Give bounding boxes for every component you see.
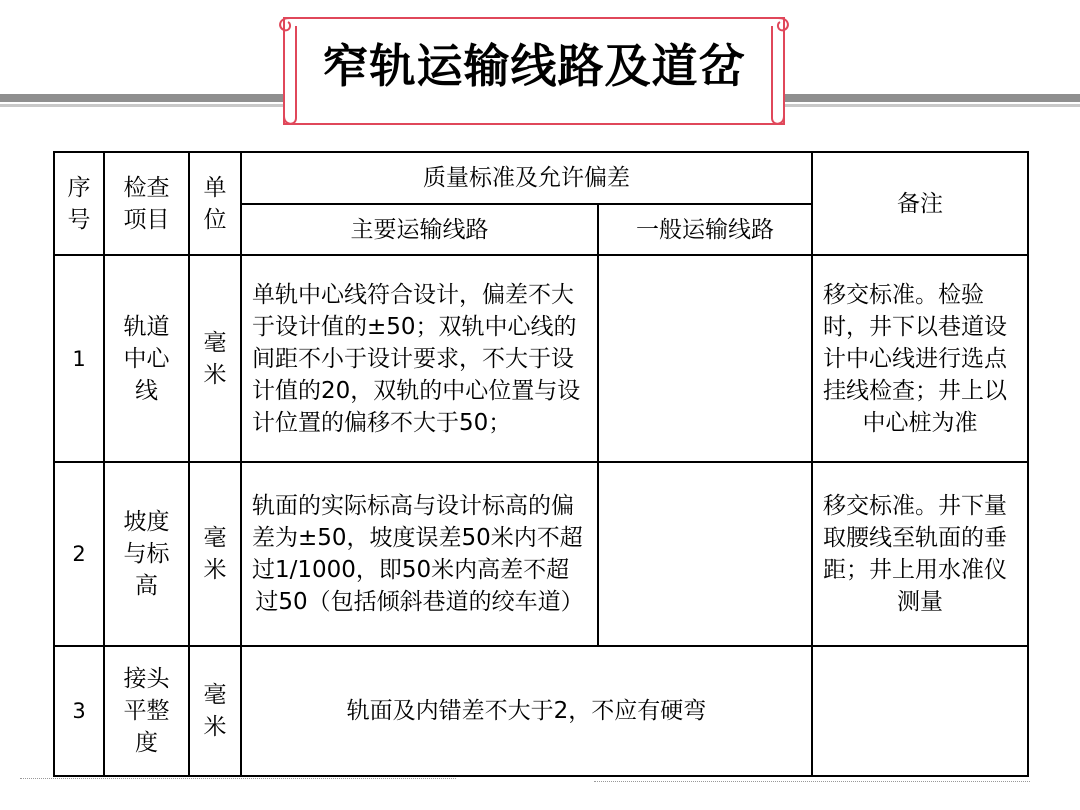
row-item: 坡度与标高	[104, 462, 189, 646]
row-general-standard	[598, 255, 812, 462]
header-unit: 单位	[189, 152, 241, 255]
header-main-line: 主要运输线路	[241, 204, 598, 255]
row-remark	[812, 646, 1028, 776]
row-remark: 移交标准。井下量取腰线至轨面的垂距；井上用水准仪测量	[812, 462, 1028, 646]
header-index: 序号	[54, 152, 104, 255]
row-unit: 毫米	[189, 646, 241, 776]
row-index: 2	[54, 462, 104, 646]
row-index: 1	[54, 255, 104, 462]
table-row	[54, 255, 1028, 462]
row-unit: 毫米	[189, 255, 241, 462]
header-row-top	[54, 152, 1028, 204]
header-quality: 质量标准及允许偏差	[241, 152, 812, 204]
table-row	[54, 646, 1028, 776]
page-title: 窄轨运输线路及道岔	[322, 39, 746, 93]
row-remark: 移交标准。检验时，井下以巷道设计中心线进行选点挂线检查；井上以中心桩为准	[812, 255, 1028, 462]
footer-dotted-line-right	[594, 781, 1030, 782]
inspection-table	[53, 151, 1029, 777]
title-scroll-banner	[276, 12, 792, 132]
footer-dotted-line-left	[20, 778, 456, 779]
row-main-standard: 轨面的实际标高与设计标高的偏差为±50，坡度误差50米内不超过1/1000，即50米内高差不超过50（包括倾斜巷道的绞车道）	[241, 462, 598, 646]
header-general-line: 一般运输线路	[598, 204, 812, 255]
header-item: 检查项目	[104, 152, 189, 255]
row-general-standard	[598, 462, 812, 646]
header-remark: 备注	[812, 152, 1028, 255]
row-main-standard: 单轨中心线符合设计，偏差不大于设计值的±50；双轨中心线的间距不小于设计要求，不大于设计值的20，双轨的中心位置与设计位置的偏移不大于50；	[241, 255, 598, 462]
table-row	[54, 462, 1028, 646]
row-item: 接头平整度	[104, 646, 189, 776]
row-unit: 毫米	[189, 462, 241, 646]
row-merged-standard: 轨面及内错差不大于2，不应有硬弯	[241, 646, 812, 776]
row-item: 轨道中心线	[104, 255, 189, 462]
row-index: 3	[54, 646, 104, 776]
